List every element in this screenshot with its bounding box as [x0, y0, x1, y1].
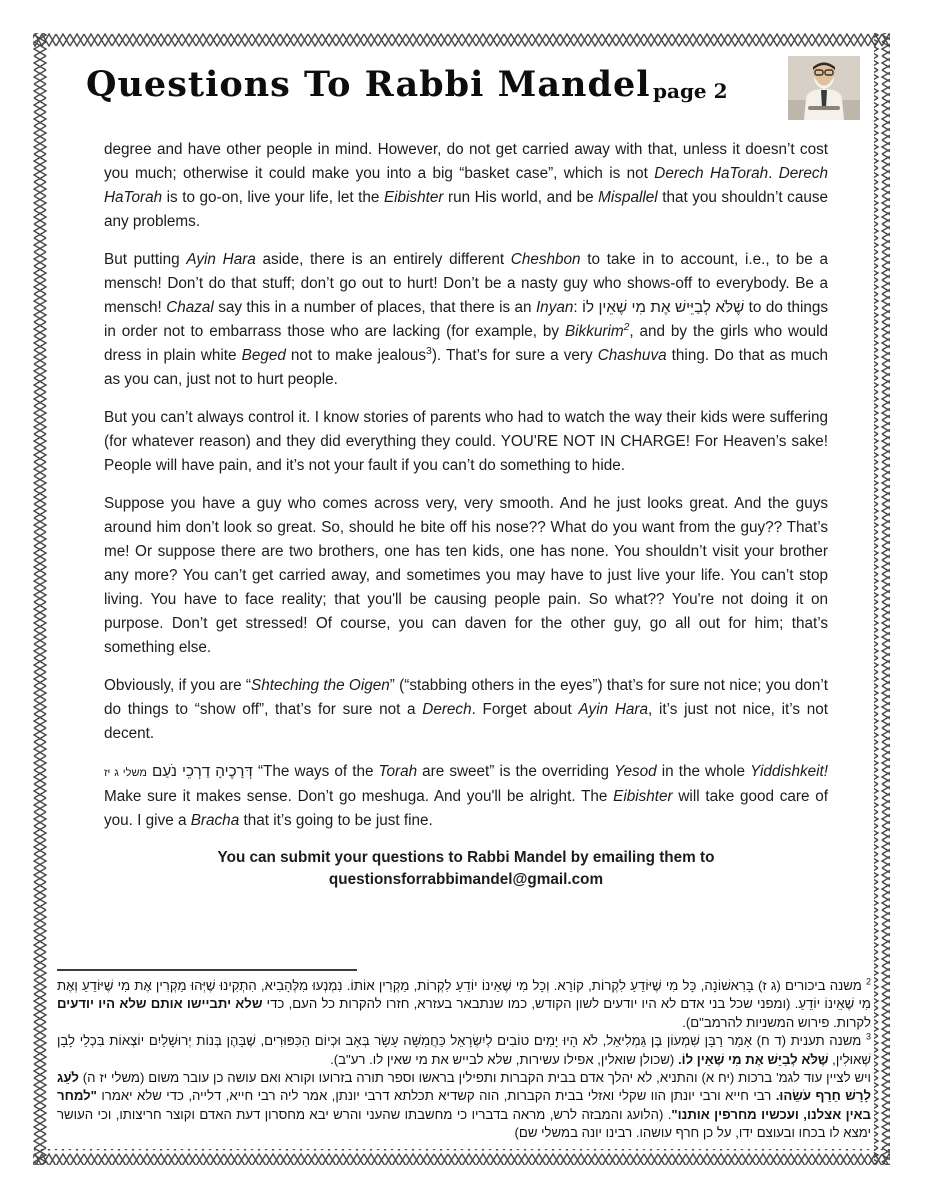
text-segment: Suppose you have a guy who comes across very, very smooth. And he just looks great. And the guys around him don’t look so great. So, should he bite off his nose?? What do you want from the guy?? That’s me! Or suppose there are two brothers, one has ten kids, one has none. You shouldn’t visit your brother any more? You can’t get carried away, and sometimes you may have to just live your life. You can’t stop living. You have to face reality; that you'll be causing people pain. So what?? You're not doing it on purpose. Don’t get stressed! Of course, you can daven for the other guy, go all out for him; that’s something else.: [104, 495, 828, 656]
text-segment: שֶׁלֹּא לְבַיֵּשׁ אֶת מִי שֶׁאֵין לוֹ.: [677, 1051, 829, 1067]
lattice-border-bottom: [33, 1149, 890, 1165]
text-segment: run His world, and be: [443, 189, 599, 206]
text-segment: Chazal: [166, 299, 214, 316]
text-segment: לקרות. פירוש המשניות להרמב"ם).: [682, 1014, 871, 1030]
text-segment: aside, there is an entirely different: [255, 251, 511, 268]
text-segment: שֶׁלֹּא לְבַיֵּישׁ אֶת מִי שֶׁאֵין לוֹ: [582, 299, 745, 316]
text-segment: לֹעֵג לָרָשׁ חֵרֵף עֹשֵׂהוּ.: [57, 1070, 871, 1104]
text-segment: Eibishter: [383, 189, 444, 206]
text-segment: משלי ג יז: [104, 767, 147, 779]
text-segment: degree and have other people in mind. However, do not get carried away with that, unless it doesn’t cost you much; otherwise it could make you into a big “basket case”, which is not: [104, 141, 828, 182]
text-segment: 3: [866, 1031, 871, 1042]
text-segment: thing. Do that as much as you can, just not to hurt people.: [104, 347, 829, 388]
text-segment: ויש לציין עוד לגמ' ברכות (יח א) והתניא, לא יהלך אדם בבית הקברות ותפילין בראשו וספר תורה בזרועו וקורא ואם עושה כן עובר משום (משלי יז ה): [78, 1070, 871, 1086]
text-segment: are sweet” is the overriding: [417, 763, 615, 780]
text-segment: , and by the girls who would dress in plain white: [104, 323, 828, 364]
text-segment: to take in to account, i.e., to be a mensch! Don’t do that stuff; don’t go out to hurt! Don’t be a nasty guy who shows-off to everybody. Be a mensch!: [104, 251, 828, 316]
text-segment: 2: [623, 321, 630, 333]
text-segment: "למחר באין אצלנו, ועכשיו מחרפין אותנו": [57, 1088, 871, 1122]
text-segment: Beged: [241, 347, 286, 364]
text-segment: Yesod: [614, 763, 657, 780]
text-segment: Derech HaTorah: [104, 165, 828, 206]
lattice-border-left: [33, 33, 49, 1165]
body-text: [104, 138, 828, 891]
text-segment: Make sure it makes sense. Don’t go meshuga. And you'll be alright. The: [104, 788, 614, 805]
text-segment: Shteching the Oigen: [251, 677, 390, 694]
text-segment: is to go-on, live your life, let the: [162, 189, 384, 206]
text-segment: in the whole: [656, 763, 751, 780]
submission-email: questionsforrabbimandel@gmail.com: [328, 871, 604, 888]
text-segment: Bikkurim: [564, 323, 624, 340]
text-segment: , it’s just not nice, it’s not decent.: [104, 701, 829, 742]
text-segment: ). That’s for sure a very: [431, 347, 598, 364]
text-segment: רבי חייא ורבי יונתן הוו שקלי ואזלי בבית הקברות, הוה קשדיא תכלתא דרבי יונתן, אמר ליה רבי חייא, דלייה, כדי שלא יאמרו: [96, 1088, 776, 1104]
text-segment: Yiddishkeit!: [750, 763, 829, 780]
footnote-2: [57, 977, 871, 1032]
rabbi-photo: [788, 56, 860, 120]
text-segment: Ayin Hara: [578, 701, 648, 718]
text-segment: (שכולן שואלין, אפילו עשירות, שלא לבייש את מי שאין לו. רע"ב).: [330, 1051, 678, 1067]
text-segment: Mispallel: [598, 189, 658, 206]
text-segment: 2: [866, 976, 871, 987]
body-paragraph: [104, 406, 828, 478]
text-segment: Eibishter: [613, 788, 673, 805]
text-segment: משנה ביכורים (ג ז) בָּרִאשׁוֹנָה, כָּל מִי שֶׁיּוֹדֵעַ לִקְרוֹת, קוֹרֵא. וְכָל מִי שֶׁאֵינוֹ יוֹדֵעַ לִקְרוֹת, מַקְרִין אוֹתוֹ. נִמְנְעוּ מִלְּהָבִיא, הִתְקִינוּ שֶׁיְּהוּ מַקְרִין אֶת מִי שֶׁיּוֹדֵעַ וְאֶת מִי שֶׁאֵינוֹ יוֹדֵעַ. (ומפני שכל בני אדם לא היו יודעים לשון הקודש, כמו שנתבאר בעזרא, חזרו להקרות כל העם, כדי: [57, 978, 871, 1012]
text-segment: ” (“stabbing others in the eyes”) that’s for sure not nice; you don’t do things to “show off”, that’s for sure not a: [104, 677, 829, 718]
text-segment: Inyan: [535, 299, 574, 316]
body-paragraph: [104, 248, 828, 392]
text-segment: “The ways of the: [252, 763, 379, 780]
body-paragraph: [104, 492, 828, 660]
footnote-3: [57, 1032, 871, 1069]
submission-instructions: [104, 847, 828, 891]
text-segment: to do things in order not to embarrass those who are lacking (for example, by: [104, 299, 829, 340]
text-segment: Bracha: [190, 812, 240, 829]
text-segment: 3: [426, 345, 432, 357]
page-title: Questions To Rabbi Mandel: [86, 64, 651, 105]
text-segment: Cheshbon: [510, 251, 581, 268]
text-segment: say this in a number of places, that there is an: [213, 299, 536, 316]
text-segment: . Forget about: [471, 701, 579, 718]
text-segment: Derech HaTorah: [654, 165, 769, 182]
text-segment: דְּרָכֶיהָ דַרְכֵי נֹעַם: [146, 763, 253, 780]
footnotes-section: [57, 977, 871, 1143]
text-segment: . (הלועג והמבזה לרש, מראה בדבריו כי מחשבתו שהעני והרש יבא מחסרון דעת האדם וקוצר חריצותו, וכי העושר ימצא לו בכחו ובעוצם ידו, על כן חרף עושהו. רבינו יונה במשלי שם): [57, 1106, 871, 1141]
lattice-border-right: [874, 33, 890, 1165]
text-segment: Ayin Hara: [186, 251, 256, 268]
page-number-label: page 2: [653, 79, 728, 103]
footnote-separator: [57, 969, 357, 971]
body-paragraph: [104, 760, 828, 833]
text-segment: But putting: [104, 251, 187, 268]
text-segment: שלא יתביישו אותם שלא היו יודעים: [57, 996, 263, 1012]
text-segment: .: [768, 165, 779, 182]
text-segment: But you can’t always control it. I know stories of parents who had to watch the way their kids were suffering (for whatever reason) and they did everything they could. YOU'RE NOT IN CHARGE! For Heaven’s sake! People will have pain, and it’s not your fault if you can’t do something to hide.: [104, 409, 828, 474]
submission-line: You can submit your questions to Rabbi Mandel by emailing them to: [217, 849, 715, 866]
footnote-3-continuation: [57, 1069, 871, 1143]
body-paragraph: [104, 138, 828, 234]
text-segment: משנה תענית (ד ח) אָמַר רַבָּן שִׁמְעוֹן בֶּן גַּמְלִיאֵל, לֹא הָיוּ יָמִים טוֹבִים לְיִשְׂרָאֵל כַּחֲמִשָּׁה עָשָׂר בְּאָב וּכְיוֹם הַכִּפּוּרִים, שֶׁבָּהֶן בְּנוֹת יְרוּשָׁלַיִם יוֹצְאוֹת בִּכְלֵי לָבָן שְׁאוּלִין,: [57, 1033, 871, 1067]
text-segment: Torah: [378, 763, 418, 780]
text-segment: not to make jealous: [285, 347, 427, 364]
text-segment: :: [573, 299, 582, 316]
text-segment: that it’s going to be just fine.: [239, 812, 433, 829]
rabbi-photo-illustration: [788, 56, 860, 120]
text-segment: Derech: [422, 701, 472, 718]
text-segment: that you shouldn’t cause any problems.: [104, 189, 828, 230]
text-segment: Obviously, if you are “: [104, 677, 252, 694]
text-segment: Chashuva: [597, 347, 667, 364]
lattice-border-top: [33, 33, 890, 49]
text-segment: will take good care of you. I give a: [104, 788, 828, 829]
body-paragraph: [104, 674, 828, 746]
